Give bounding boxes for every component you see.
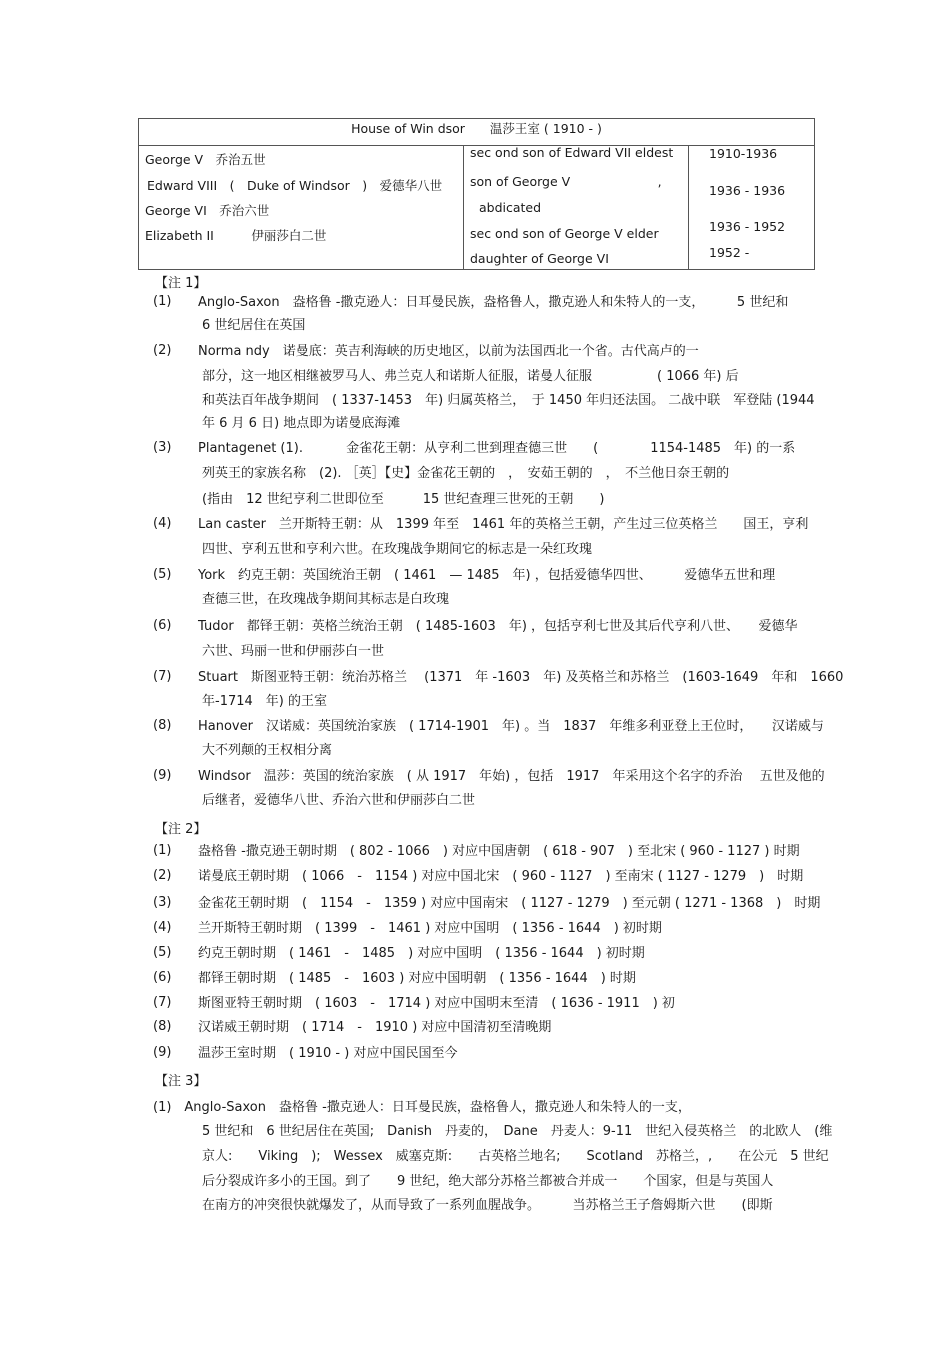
note-text: 汉诺威王朝时期 ( 1714 - 1910 ) 对应中国清初至清晚期 — [198, 1020, 552, 1035]
note-text: 诺曼底王朝时期 ( 1066 - 1154 ) 对应中国北宋 ( 960 - 1127 ) 至南宋 ( 1127 - 1279 ) 时期 — [198, 869, 804, 884]
note-line: Windsor 温莎：英国的统治家族 ( 从 1917 年始) ，包括 1917 年采用这个名字的乔治 五世及他的 — [198, 769, 825, 784]
monarch-name: Edward VIII ( Duke of Windsor ) 爱德华八世 — [147, 178, 443, 193]
item-number: (7) — [153, 995, 172, 1010]
table-header: House of Win dsor 温莎王室 ( 1910 - ) — [139, 119, 814, 146]
item-number: (6) — [153, 970, 172, 985]
note-line: 年-1714 年) 的王室 — [202, 694, 327, 709]
note3-heading: 【注 3】 — [155, 1074, 207, 1089]
note3-line: 5 世纪和 6 世纪居住在英国; Danish 丹麦的， Dane 丹麦人：9-11 世纪入侵英格兰 的北欧人 (维 — [202, 1124, 833, 1139]
item-number: (5) — [153, 567, 172, 582]
note3-line: 京人: Viking ); Wessex 威塞克斯: 古英格兰地名; Scotland 苏格兰，, 在公元 5 世纪 — [202, 1149, 829, 1164]
note-text: 盎格鲁 -撒克逊王朝时期 ( 802 - 1066 ) 对应中国唐朝 ( 618 - 907 ) 至北宋 ( 960 - 1127 ) 时期 — [198, 844, 800, 859]
item-number: (6) — [153, 618, 172, 633]
item-number: (4) — [153, 516, 172, 531]
monarch-name-column — [139, 146, 464, 269]
monarch-name: George VI 乔治六世 — [145, 203, 270, 218]
note2-heading: 【注 2】 — [155, 822, 207, 837]
note-line: 后继者，爱德华八世、乔治六世和伊丽莎白二世 — [202, 793, 476, 808]
reign-years-column — [689, 146, 814, 269]
relation-text: son of George V , — [470, 174, 662, 189]
item-number: (8) — [153, 1019, 172, 1034]
note-line: Hanover 汉诺威：英国统治家族 ( 1714-1901 年) 。当 1837 年维多利亚登上王位时， 汉诺威与 — [198, 719, 824, 734]
note-line: Lan caster 兰开斯特王朝：从 1399 年至 1461 年的英格兰王朝，产生过三位英格兰 国王，亨利 — [198, 517, 809, 532]
note-line: 四世、亨利五世和亨利六世。在玫瑰战争期间它的标志是一朵红玫瑰 — [202, 542, 593, 557]
note-line: 年 6 月 6 日) 地点即为诺曼底海滩 — [202, 416, 401, 431]
note1-heading: 【注 1】 — [155, 276, 207, 291]
note3-line: (1) Anglo-Saxon 盎格鲁 -撒克逊人：日耳曼民族，盎格鲁人，撒克逊人和朱特人的一支， — [153, 1100, 691, 1115]
relation-text: sec ond son of George V elder — [470, 226, 659, 241]
note-line: 列英王的家族名称 (2). ［英］【史】金雀花王朝的 ， 安茹王朝的 ， 不兰他日奈王朝的 — [202, 466, 730, 481]
item-number: (5) — [153, 945, 172, 960]
relation-text: sec ond son of Edward VII eldest — [470, 145, 674, 160]
item-number: (9) — [153, 768, 172, 783]
item-number: (9) — [153, 1045, 172, 1060]
note3-line: 在南方的冲突很快就爆发了，从而导致了一系列血腥战争。 当苏格兰王子詹姆斯六世 (即斯 — [202, 1198, 773, 1213]
note-line: 部分，这一地区相继被罗马人、弗兰克人和诺斯人征服，诺曼人征服 ( 1066 年) 后 — [202, 369, 739, 384]
note-text: 温莎王室时期 ( 1910 - ) 对应中国民国至今 — [198, 1046, 458, 1061]
note-line: 查德三世，在玫瑰战争期间其标志是白玫瑰 — [202, 592, 450, 607]
reign-years: 1936 - 1936 — [709, 183, 786, 198]
item-number: (7) — [153, 669, 172, 684]
note-line: 6 世纪居住在英国 — [202, 318, 306, 333]
item-number: (3) — [153, 895, 172, 910]
note-line: Anglo-Saxon 盎格鲁 -撒克逊人：日耳曼民族，盎格鲁人，撒克逊人和朱特人的一支， 5 世纪和 — [198, 295, 789, 310]
reign-years: 1936 - 1952 — [709, 219, 786, 234]
item-number: (2) — [153, 343, 172, 358]
item-number: (3) — [153, 440, 172, 455]
relation-column — [464, 146, 689, 269]
item-number: (8) — [153, 718, 172, 733]
note-text: 金雀花王朝时期 ( 1154 - 1359 ) 对应中国南宋 ( 1127 - 1279 ) 至元朝 ( 1271 - 1368 ) 时期 — [198, 896, 821, 911]
note-line: (指由 12 世纪亨利二世即位至 15 世纪查理三世死的王朝 ) — [202, 492, 605, 507]
item-number: (1) — [153, 294, 172, 309]
note-text: 约克王朝时期 ( 1461 - 1485 ) 对应中国明 ( 1356 - 1644 ) 初时期 — [198, 946, 645, 961]
note-text: 都铎王朝时期 ( 1485 - 1603 ) 对应中国明朝 ( 1356 - 1644 ) 时期 — [198, 971, 636, 986]
monarch-name: Elizabeth II 伊丽莎白二世 — [145, 228, 327, 243]
note-line: York 约克王朝：英国统治王朝 ( 1461 — 1485 年) ，包括爱德华四世、 爱德华五世和理 — [198, 568, 776, 583]
note3-line: 后分裂成许多小的王国。到了 9 世纪，绝大部分苏格兰都被合并成一 个国家，但是与英国人 — [202, 1174, 774, 1189]
note-text: 兰开斯特王朝时期 ( 1399 - 1461 ) 对应中国明 ( 1356 - 1644 ) 初时期 — [198, 921, 662, 936]
note-line: Stuart 斯图亚特王朝：统治苏格兰 (1371 年 -1603 年) 及英格兰和苏格兰 (1603-1649 年和 1660 — [198, 670, 844, 685]
relation-text: daughter of George VI — [470, 251, 609, 266]
item-number: (2) — [153, 868, 172, 883]
note-line: 六世、玛丽一世和伊丽莎白一世 — [202, 644, 385, 659]
note-line: 和英法百年战争期间 ( 1337-1453 年) 归属英格兰， 于 1450 年归还法国。 二战中联 军登陆 (1944 — [202, 393, 815, 408]
house-of-windsor-table — [138, 118, 815, 270]
note-text: 斯图亚特王朝时期 ( 1603 - 1714 ) 对应中国明末至清 ( 1636 - 1911 ) 初 — [198, 996, 675, 1011]
item-number: (4) — [153, 920, 172, 935]
relation-text: abdicated — [479, 200, 542, 215]
reign-years: 1910-1936 — [709, 146, 778, 161]
note-line: Plantagenet (1). 金雀花王朝：从亨利二世到理查德三世 ( 1154-1485 年) 的一系 — [198, 441, 796, 456]
reign-years: 1952 - — [709, 245, 750, 260]
note-line: 大不列颠的王权相分离 — [202, 743, 333, 758]
item-number: (1) — [153, 843, 172, 858]
monarch-name: George V 乔治五世 — [145, 152, 266, 167]
note-line: Tudor 都铎王朝：英格兰统治王朝 ( 1485-1603 年) ，包括亨利七世及其后代亨利八世、 爱德华 — [198, 619, 798, 634]
note-line: Norma ndy 诺曼底：英吉利海峡的历史地区，以前为法国西北一个省。古代高卢的一 — [198, 344, 699, 359]
